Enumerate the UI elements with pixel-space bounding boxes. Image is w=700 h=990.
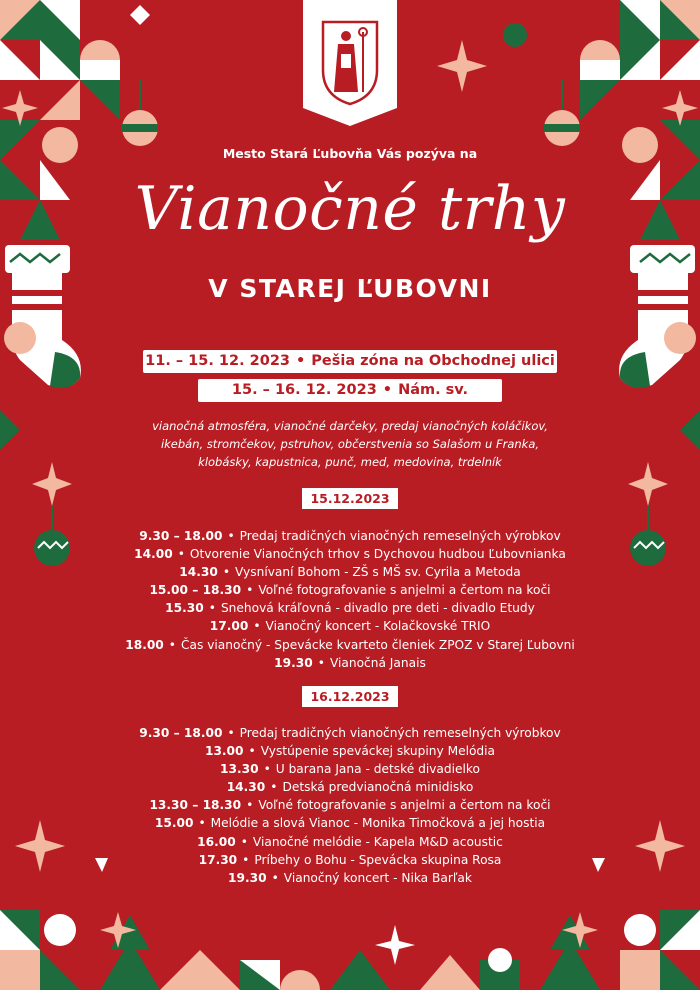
event-time: 19.30 — [274, 655, 313, 670]
schedule-row — [0, 563, 700, 581]
day2-date-badge: 16.12.2023 — [302, 686, 398, 707]
separator-dot: • — [296, 353, 306, 369]
separator-dot: • — [177, 547, 185, 562]
separator-dot: • — [271, 870, 279, 885]
location-place: Pešia zóna na Obchodnej ulici — [311, 353, 555, 369]
christmas-tree-icon — [100, 915, 160, 990]
schedule-row — [0, 724, 700, 742]
town-crest-icon — [303, 0, 397, 126]
event-description — [0, 417, 700, 471]
event-text: Voľné fotografovanie s anjelmi a čertom na koči — [258, 583, 551, 598]
day1-date-badge: 15.12.2023 — [302, 488, 398, 509]
separator-dot: • — [253, 619, 261, 634]
separator-dot: • — [270, 780, 278, 795]
event-time: 14.30 — [179, 565, 218, 580]
event-time: 13.30 – 18.30 — [149, 798, 242, 813]
separator-dot: • — [240, 834, 248, 849]
event-text: Vianočná Janais — [329, 655, 426, 670]
schedule-row — [0, 869, 700, 887]
separator-dot: • — [382, 382, 393, 398]
event-time: 9.30 – 18.00 — [139, 726, 223, 740]
ornament-icon — [544, 80, 580, 146]
event-time: 17.00 — [209, 619, 249, 634]
event-text: Otvorenie Vianočných trhov s Dychovou hudbou Ľubovnianka — [189, 547, 566, 562]
separator-dot: • — [246, 798, 254, 813]
event-subtitle: V STAREJ ĽUBOVNI — [208, 274, 492, 303]
event-text: Predaj tradičných vianočných remeselných výrobkov — [239, 726, 561, 740]
ornament-icon — [122, 80, 158, 146]
schedule-row — [0, 814, 700, 832]
event-text: Voľné fotografovanie s anjelmi a čertom na koči — [258, 798, 551, 813]
separator-dot: • — [227, 726, 235, 740]
event-time: 14.00 — [134, 547, 173, 562]
event-text: Detská predvianočná minidisko — [282, 780, 474, 795]
event-text: U barana Jana - detské divadielko — [275, 762, 480, 777]
event-text: Vianočný koncert - Nika Barľak — [283, 870, 472, 885]
schedule-row — [0, 760, 700, 778]
schedule-row — [0, 545, 700, 563]
event-text: Vianočné melódie - Kapela M&D acoustic — [252, 834, 503, 849]
event-text: Vysnívaní Bohom - ZŠ s MŠ sv. Cyrila a Metoda — [235, 565, 521, 580]
schedule-row — [0, 778, 700, 796]
schedule-row — [0, 581, 700, 599]
description-line: klobásky, kapustnica, punč, med, medovina, trdelník — [198, 455, 502, 469]
event-time: 15.00 – 18.30 — [149, 583, 242, 598]
location-dates: 11. – 15. 12. 2023 — [145, 353, 290, 369]
event-title: Vianočné trhy — [134, 174, 566, 244]
event-time: 15.00 — [154, 816, 194, 831]
description-line: ikebán, stromčekov, pstruhov, občerstvenia so Salašom u Franka, — [160, 437, 540, 451]
stocking-icon — [4, 245, 81, 388]
separator-dot: • — [242, 852, 250, 867]
schedule-row — [0, 599, 700, 617]
schedule-row — [0, 654, 700, 672]
bottom-geometric-pattern — [0, 910, 700, 990]
event-text: Čas vianočný - Spevácke kvarteto členiek ZPOZ v Starej Ľubovni — [181, 637, 575, 652]
event-text: Melódie a slová Vianoc - Monika Timočková a jej hostia — [210, 816, 546, 831]
event-time: 16.00 — [197, 834, 236, 849]
separator-dot: • — [222, 565, 231, 580]
separator-dot: • — [168, 637, 176, 652]
invitation-text: Mesto Stará Ľubovňa Vás pozýva na — [222, 146, 478, 161]
event-time: 17.30 — [198, 852, 238, 867]
location-badge-1 — [143, 350, 557, 373]
separator-dot: • — [227, 529, 235, 543]
separator-dot: • — [248, 744, 256, 759]
day1-schedule — [0, 527, 700, 672]
separator-dot: • — [263, 762, 271, 777]
event-text: Príbehy o Bohu - Spevácka skupina Rosa — [254, 852, 502, 867]
location-place: Nám. sv. Mikuláša — [313, 382, 469, 421]
schedule-row — [0, 636, 700, 654]
location-badge-2 — [198, 379, 502, 421]
schedule-row — [0, 833, 700, 851]
event-text: Predaj tradičných vianočných remeselných výrobkov — [239, 529, 561, 543]
star-icon — [437, 40, 487, 92]
event-time: 14.30 — [226, 780, 266, 795]
day2-schedule — [0, 724, 700, 887]
event-time: 18.00 — [125, 637, 164, 652]
schedule-row — [0, 742, 700, 760]
stocking-icon — [619, 245, 696, 388]
description-line: vianočná atmosféra, vianočné darčeky, predaj vianočných koláčikov, — [152, 419, 548, 433]
separator-dot: • — [246, 583, 254, 598]
event-time: 15.30 — [165, 601, 204, 616]
event-text: Vianočný koncert - Kolačkovské TRIO — [265, 619, 491, 634]
schedule-row — [0, 527, 700, 545]
separator-dot: • — [198, 816, 206, 831]
schedule-row — [0, 851, 700, 869]
separator-dot: • — [317, 655, 325, 670]
event-time: 13.30 — [220, 762, 259, 777]
event-text: Snehová kráľovná - divadlo pre deti - divadlo Etudy — [220, 601, 535, 616]
christmas-tree-icon — [540, 915, 600, 990]
event-time: 19.30 — [228, 870, 267, 885]
location-dates: 15. – 16. 12. 2023 — [231, 382, 377, 398]
schedule-row — [0, 617, 700, 635]
separator-dot: • — [208, 601, 216, 616]
schedule-row — [0, 796, 700, 814]
event-time: 9.30 – 18.00 — [139, 529, 223, 543]
event-time: 13.00 — [204, 744, 244, 759]
event-text: Vystúpenie speváckej skupiny Melódia — [260, 744, 496, 759]
